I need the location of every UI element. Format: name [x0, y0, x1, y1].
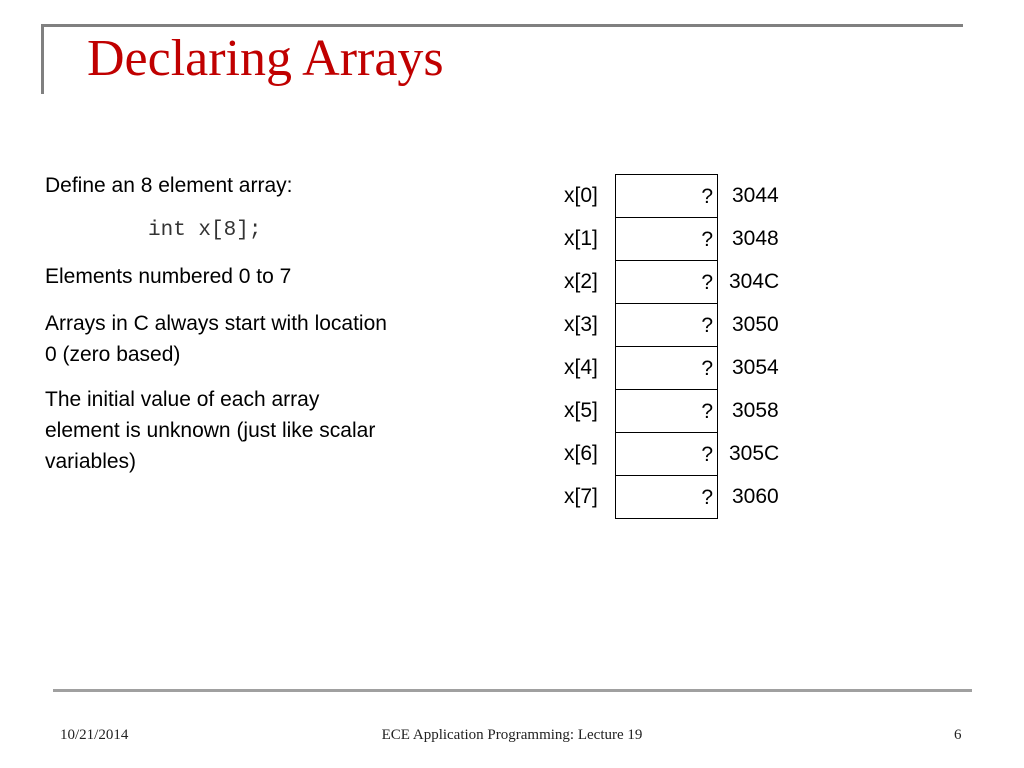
page-number: 6	[954, 727, 962, 743]
cell-value: ?	[701, 228, 713, 251]
element-label: x[1]	[564, 227, 598, 250]
memory-cell	[615, 303, 718, 346]
memory-row	[560, 389, 820, 432]
element-label: x[7]	[564, 485, 598, 508]
memory-cell	[615, 174, 718, 217]
memory-cell	[615, 389, 718, 432]
footer-divider	[53, 689, 972, 692]
element-label: x[4]	[564, 356, 598, 379]
memory-row	[560, 303, 820, 346]
bullet-zero-based: Arrays in C always start with location 0 (zero based)	[45, 312, 387, 366]
memory-address: 3044	[732, 184, 779, 207]
bullet-elements: Elements numbered 0 to 7	[45, 265, 292, 288]
element-label: x[0]	[564, 184, 598, 207]
memory-row	[560, 217, 820, 260]
memory-address: 305C	[729, 442, 780, 465]
title-frame-top	[41, 24, 963, 27]
memory-row	[560, 174, 820, 217]
element-label: x[2]	[564, 270, 598, 293]
element-label: x[3]	[564, 313, 598, 336]
footer-date: 10/21/2014	[60, 727, 129, 743]
cell-value: ?	[701, 185, 713, 208]
memory-cell	[615, 260, 718, 303]
element-label: x[6]	[564, 442, 598, 465]
element-label: x[5]	[564, 399, 598, 422]
memory-cell	[615, 346, 718, 389]
memory-row	[560, 475, 820, 518]
cell-value: ?	[701, 271, 713, 294]
cell-value: ?	[701, 314, 713, 337]
cell-value: ?	[701, 486, 713, 509]
footer-course-title: ECE Application Programming: Lecture 19	[381, 727, 643, 743]
memory-address: 3050	[732, 313, 779, 336]
slide-title: Declaring Arrays	[87, 30, 444, 87]
memory-address: 304C	[729, 270, 780, 293]
memory-row	[560, 260, 820, 303]
memory-cell	[615, 432, 718, 475]
cell-value: ?	[701, 400, 713, 423]
title-frame-left	[41, 24, 44, 94]
memory-address: 3058	[732, 399, 779, 422]
memory-cell	[615, 475, 718, 519]
cell-value: ?	[701, 443, 713, 466]
memory-address: 3054	[732, 356, 779, 379]
memory-address: 3048	[732, 227, 779, 250]
memory-row	[560, 346, 820, 389]
memory-row	[560, 432, 820, 475]
memory-address: 3060	[732, 485, 779, 508]
bullet-define: Define an 8 element array:	[45, 174, 293, 197]
cell-value: ?	[701, 357, 713, 380]
memory-cell	[615, 217, 718, 260]
code-declaration: int x[8];	[148, 219, 262, 242]
bullet-initial-value: The initial value of each array element is unknown (just like scalar variables)	[45, 388, 376, 473]
